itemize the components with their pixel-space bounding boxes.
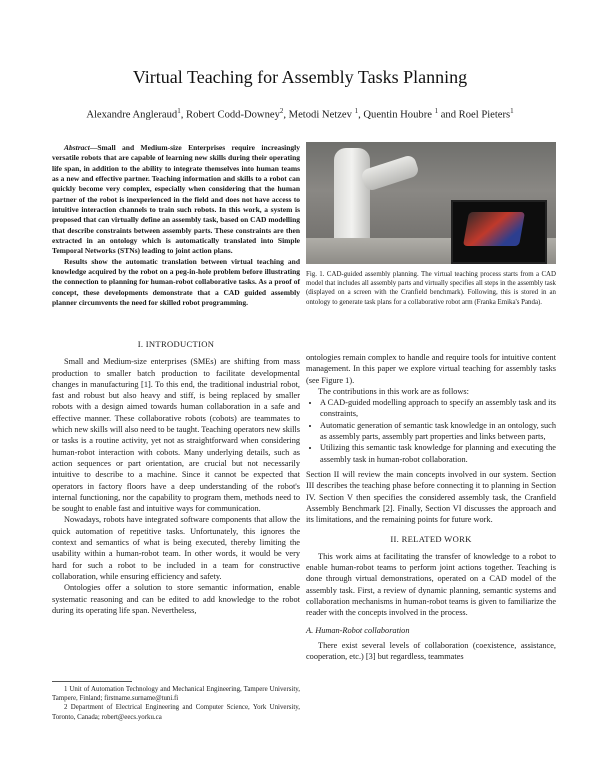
abstract-lead: Abstract: [64, 143, 90, 152]
introduction-section: [52, 339, 300, 616]
author-separator: ,: [180, 109, 187, 121]
author-list: [40, 104, 560, 123]
author-affiliation-mark: 1: [434, 107, 439, 115]
right-column: [306, 352, 556, 662]
section-heading-introduction: I. INTRODUCTION: [137, 339, 215, 349]
footnote-2: 2 Department of Electrical Engineering and Computer Science, York University, Toronto, Canada; robert@eecs.yorku.ca: [52, 704, 300, 721]
figure-1-photo: [306, 142, 556, 264]
footnotes: [52, 681, 300, 722]
author-separator: ,: [283, 109, 289, 121]
author-affiliation-mark: 1: [510, 107, 514, 115]
cad-model-shape: [463, 212, 525, 246]
author-affiliation-mark: 2: [279, 107, 284, 115]
related-paragraph-1: This work aims at facilitating the transfer of knowledge to a robot to enable human-robot teams to perform joint actions together. Teaching is done through virtual demonstrations, operated on a CAD model of the assembly task. First, a review of dynamic planning, semantic systems and collaboration mechanisms in human-robot teams is given to familiarize the reader with the concepts involved in the process.: [306, 551, 556, 618]
author-name: Quentin Houbre: [363, 109, 435, 121]
author-affiliation-mark: 1: [177, 107, 181, 115]
author-name: Metodi Netzev: [288, 109, 355, 121]
footnote-1: 1 Unit of Automation Technology and Mechanical Engineering, Tampere University, Tampere, Finland; firstname.surname@tuni.fi: [52, 686, 300, 703]
subsection-heading-hrc: A. Human-Robot collaboration: [306, 625, 410, 635]
author-separator: and: [438, 109, 459, 121]
abstract-text: —Small and Medium-size Enterprises require increasingly versatile robots that are capable of learning new skills during their operating life span, in addition to the ability to integrate themselves into human teams as a new and effective partner. Teaching information and skills to a robot can quickly become very complex, especially when considering that the human partner of the robot is inexperienced in the field and does not have access to intuitive interaction channels to train such robots. In this work, a system is proposed that can virtually define an assembly task, based on CAD modelling that describe constraints between assembly parts. These constraints are then extracted in an ontology which is automatically translated into Simple Temporal Networks (STNs) leading to joint action plans.: [52, 143, 300, 256]
author-name: Robert Codd-Downey: [186, 109, 280, 121]
abstract: [52, 143, 300, 309]
contribution-item: • Utilizing this semantic task knowledge for planning and executing the assembly task in human-robot collaboration.: [320, 442, 556, 465]
author-separator: ,: [358, 109, 364, 121]
intro-paragraph-1: Small and Medium-size enterprises (SMEs) are shifting from mass production to smaller batch production to facilitate developmental changes in manufacturing [1]. To this end, the traditional industrial robot, fast and robust but also heavy and stiff, is being replaced by smaller robots with a design aimed towards human collaboration in a safe and effective manner. These collaborative robots (cobots) are teammates to which new skills will also need to be taught. Teaching operators new skills or tasks is a routine activity, yet not as straightforward when considering human-robot interaction with cobots. Many underlying details, such as action sequences or part orientation, are crucial but not necessarily intuitive to describe to a machine. Since it cannot be expected that operators in factory floors have a deep understanding of the robot's internal functioning, nor the capability to program them, methods need to be sought to enable fast and intuitive ways for communication.: [52, 357, 300, 514]
contribution-item: • Automatic generation of semantic task knowledge in an ontology, such as assembly parts, assembly part properties and links between parts,: [320, 420, 556, 443]
figure-1-caption: Fig. 1. CAD-guided assembly planning. The virtual teaching process starts from a CAD model that includes all assembly parts and virtually specifies all steps in the assembly task (displayed on a screen with the Cranfield benchmark). Following, this is stored in an ontology to generate task plans for a collaborative robot arm (Franka Emika's Panda).: [306, 271, 556, 306]
intro-paragraph-2: Nowadays, robots have integrated software components that allow the quick automation of repetitive tasks. Unfortunately, this ignores the context and semantics of what is being executed, thereby limiting the usability within a human-robot team. In other words, it would be very hard for such a robot to be included in a team for constructive collaboration, while ensuring efficiency and safety.: [52, 515, 300, 581]
right-paragraph-1: ontologies remain complex to handle and require tools for intuitive content management. In this paper we explore virtual teaching for assembly tasks (see Figure 1).: [306, 353, 556, 385]
outline-paragraph: Section II will review the main concepts involved in our system. Section III describes the teaching phase before connecting it to planning in Section IV. Section V then specifies the considered assembly task, the Cranfield Assembly Benchmark [2]. Finally, Section VI discusses the approach and its limitations, and the remaining points for future work.: [306, 469, 556, 525]
author-name: Alexandre Angleraud: [86, 109, 178, 121]
contributions-list: [306, 397, 556, 465]
contributions-intro: The contributions in this work are as follows:: [318, 386, 469, 396]
abstract-results: Results show the automatic translation between virtual teaching and knowledge acquired by the robot on a peg-in-hole problem before illustrating the connection to planning for human-robot collaborative tasks. As a proof of concept, these developments demonstrate that a CAD guided assembly planner circumvents the need for skilled robot programming.: [52, 256, 300, 308]
author-affiliation-mark: 1: [354, 107, 359, 115]
footnote-rule: [52, 681, 132, 682]
hrc-paragraph-1: There exist several levels of collaboration (coexistence, assistance, cooperation, etc.) [3] but regardless, teammates: [306, 640, 556, 662]
paper-title: Virtual Teaching for Assembly Tasks Planning: [132, 67, 468, 87]
section-heading-related-work: II. RELATED WORK: [390, 534, 472, 545]
contribution-item: • A CAD-guided modelling approach to specify an assembly task and its constraints,: [320, 397, 556, 420]
author-name: Roel Pieters: [458, 109, 511, 121]
intro-paragraph-3: Ontologies offer a solution to store semantic information, enable systematic reasoning and can be edited to add knowledge to the robot during its operating life span. Nevertheless,: [52, 583, 300, 615]
